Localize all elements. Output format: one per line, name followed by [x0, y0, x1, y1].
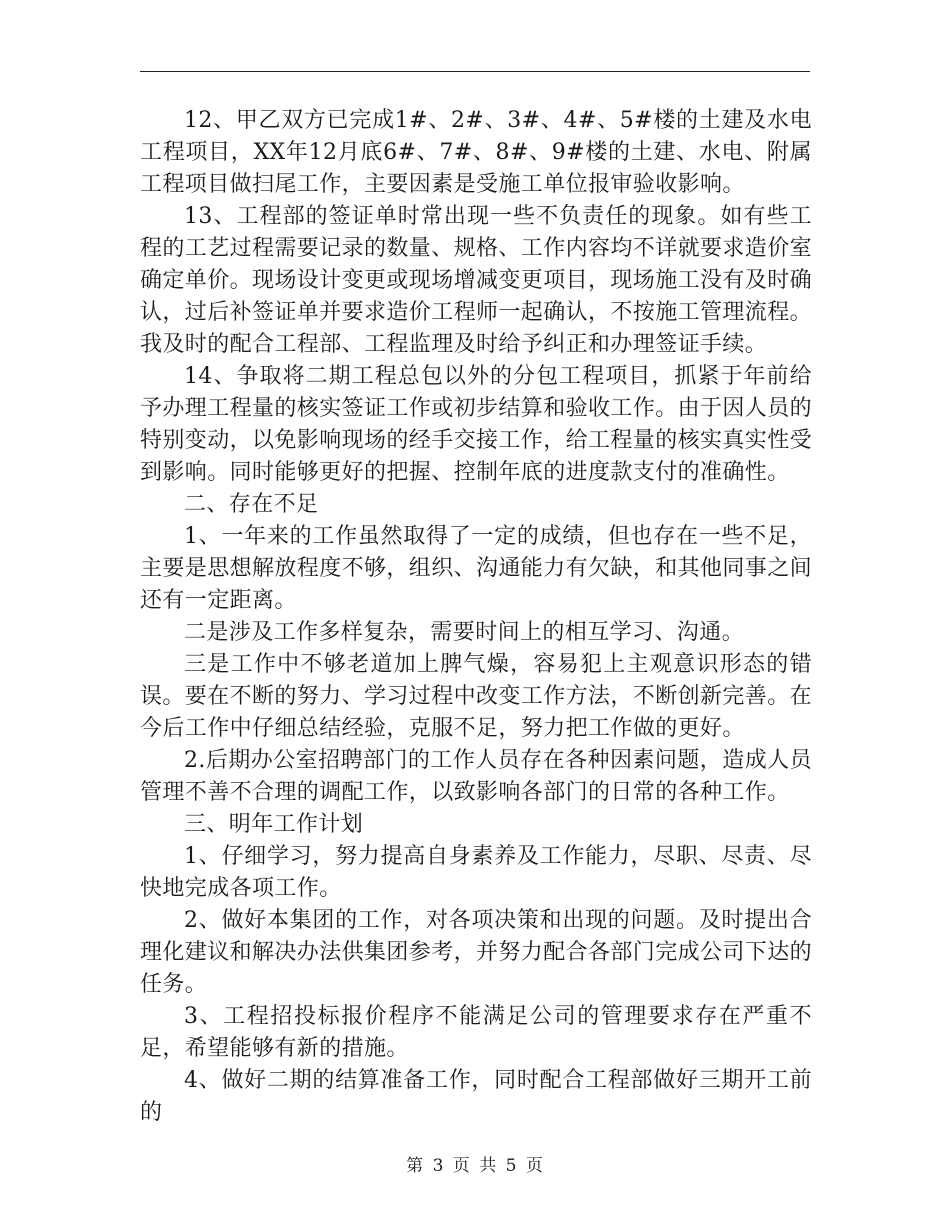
- page-footer: [0, 1151, 950, 1176]
- paragraph-shortcoming-4: 2.后期办公室招聘部门的工作人员存在各种因素问题，造成人员管理不善不合理的调配工作，以致影响各部门的日常的各种工作。: [140, 748, 812, 805]
- section-heading-shortcomings: 二、存在不足: [184, 492, 319, 517]
- paragraph-shortcoming-1: 1、一年来的工作虽然取得了一定的成绩，但也存在一些不足，主要是思想解放程度不够，组织、沟通能力有欠缺，和其他同事之间还有一定距离。: [140, 524, 813, 613]
- paragraph-item-13: 13、工程部的签证单时常出现一些不负责任的现象。如有些工程的工艺过程需要记录的数量、规格、工作内容均不详就要求造价室确定单价。现场设计变更或现场增减变更项目，现场施工没有及时确认，过后补签证单并要求造价工程师一起确认，不按施工管理流程。我及时的配合工程部、工程监理及时给予纠正和办理签证手续。: [140, 204, 813, 357]
- document-body: [140, 105, 812, 1129]
- current-page-number: 3: [432, 1156, 445, 1176]
- footer-total-word: 共: [479, 1156, 498, 1176]
- total-pages-number: 5: [505, 1156, 518, 1176]
- paragraph-item-12: 12、甲乙双方已完成1#、2#、3#、4#、5#楼的土建及水电工程项目，XX年12月底6#、7#、8#、9#楼的土建、水电、附属工程项目做扫尾工作，主要因素是受施工单位报审验收影响。: [140, 108, 812, 197]
- footer-page-word: 页: [452, 1156, 471, 1176]
- footer-prefix: 第: [406, 1156, 425, 1176]
- paragraph-item-14: 14、争取将二期工程总包以外的分包工程项目，抓紧于年前给予办理工程量的核实签证工作或初步结算和验收工作。由于因人员的特别变动，以免影响现场的经手交接工作，给工程量的核实真实性受到影响。同时能够更好的把握、控制年底的进度款支付的准确性。: [140, 364, 813, 485]
- paragraph-plan-1: 1、仔细学习，努力提高自身素养及工作能力，尽职、尽责、尽快地完成各项工作。: [140, 844, 812, 901]
- footer-suffix: 页: [525, 1156, 544, 1176]
- header-rule: [140, 71, 810, 72]
- paragraph-shortcoming-3: 三是工作中不够老道加上脾气燥，容易犯上主观意识形态的错误。要在不断的努力、学习过程中改变工作方法，不断创新完善。在今后工作中仔细总结经验，克服不足，努力把工作做的更好。: [140, 652, 813, 741]
- paragraph-plan-3: 3、工程招投标报价程序不能满足公司的管理要求存在严重不足，希望能够有新的措施。: [140, 1004, 812, 1061]
- section-heading-plan: 三、明年工作计划: [184, 812, 364, 837]
- paragraph-shortcoming-2: 二是涉及工作多样复杂，需要时间上的相互学习、沟通。: [184, 620, 745, 645]
- paragraph-plan-4: 4、做好二期的结算准备工作，同时配合工程部做好三期开工前的: [140, 1068, 812, 1125]
- paragraph-plan-2: 2、做好本集团的工作，对各项决策和出现的问题。及时提出合理化建议和解决办法供集团参考，并努力配合各部门完成公司下达的任务。: [140, 908, 813, 997]
